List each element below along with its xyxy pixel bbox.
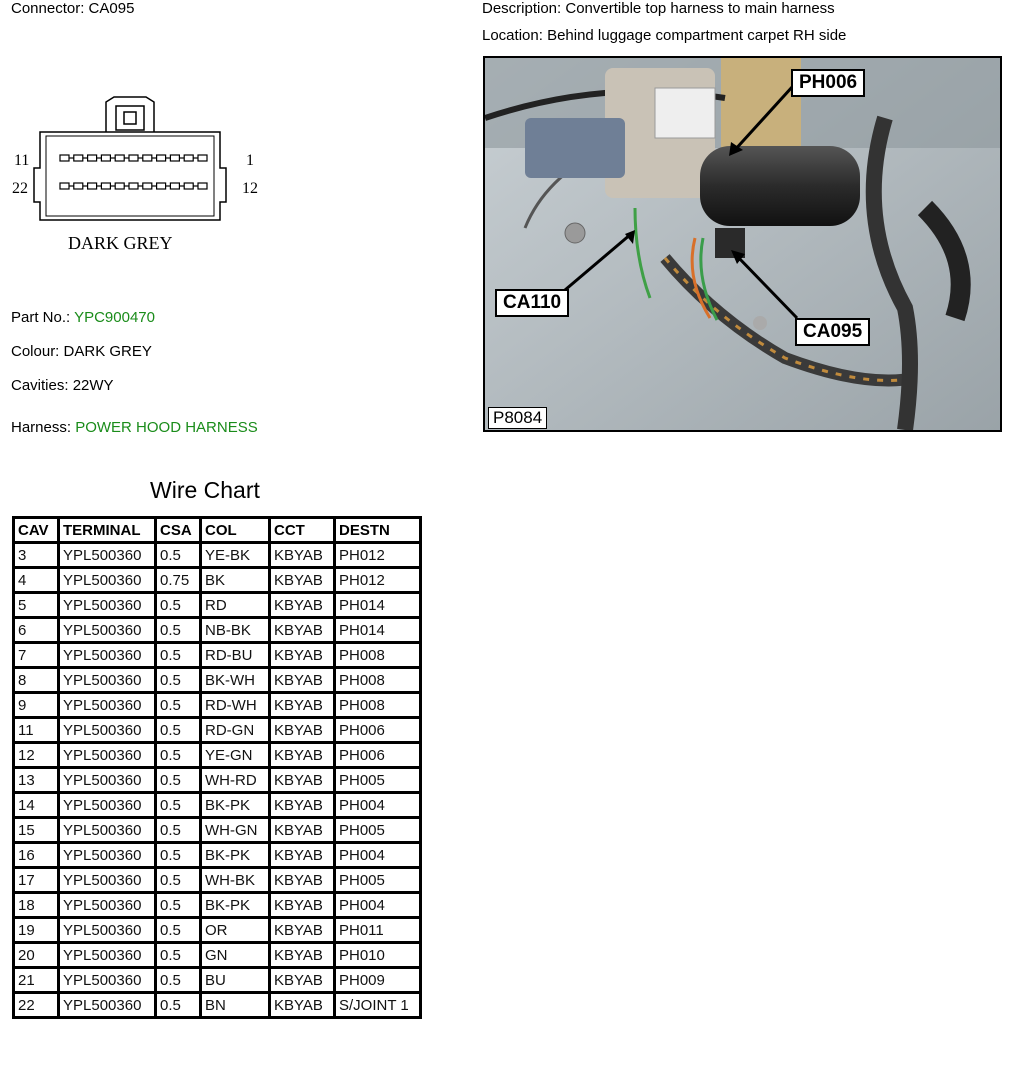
location-photo	[483, 56, 1002, 432]
cell-csa: 0.5	[156, 993, 201, 1018]
cavity-slot	[88, 155, 97, 161]
cell-terminal: YPL500360	[59, 743, 156, 768]
cell-cav: 8	[14, 668, 59, 693]
callout-ph006: PH006	[791, 69, 865, 97]
connector-label: Connector:	[11, 0, 85, 17]
cell-csa: 0.5	[156, 818, 201, 843]
cell-cav: 16	[14, 843, 59, 868]
cell-cct: KBYAB	[270, 668, 335, 693]
cell-col: BK-PK	[201, 843, 270, 868]
cell-terminal: YPL500360	[59, 993, 156, 1018]
header-cct: CCT	[270, 518, 335, 543]
header-destn: DESTN	[335, 518, 421, 543]
cell-cav: 22	[14, 993, 59, 1018]
cell-csa: 0.5	[156, 918, 201, 943]
cell-destn: PH008	[335, 668, 421, 693]
cell-col: BK-WH	[201, 668, 270, 693]
part-no-label: Part No.:	[11, 309, 71, 326]
cell-terminal: YPL500360	[59, 918, 156, 943]
wire-chart-title: Wire Chart	[150, 477, 260, 503]
cell-cct: KBYAB	[270, 893, 335, 918]
cell-col: NB-BK	[201, 618, 270, 643]
cell-col: YE-GN	[201, 743, 270, 768]
table-row	[14, 568, 421, 593]
table-row	[14, 593, 421, 618]
cell-col: WH-GN	[201, 818, 270, 843]
cell-destn: PH012	[335, 568, 421, 593]
table-row	[14, 918, 421, 943]
cell-cct: KBYAB	[270, 968, 335, 993]
cell-col: RD-WH	[201, 693, 270, 718]
table-row	[14, 718, 421, 743]
header-cav: CAV	[14, 518, 59, 543]
cell-csa: 0.5	[156, 893, 201, 918]
cell-cct: KBYAB	[270, 768, 335, 793]
cell-cav: 13	[14, 768, 59, 793]
cell-terminal: YPL500360	[59, 968, 156, 993]
cell-cct: KBYAB	[270, 643, 335, 668]
cell-terminal: YPL500360	[59, 593, 156, 618]
cell-destn: PH004	[335, 843, 421, 868]
cell-destn: PH010	[335, 943, 421, 968]
cavity-slot	[157, 155, 166, 161]
table-row	[14, 818, 421, 843]
cavity-slot	[74, 155, 83, 161]
cell-terminal: YPL500360	[59, 893, 156, 918]
cell-cct: KBYAB	[270, 918, 335, 943]
cavity-slot	[129, 155, 138, 161]
cell-cav: 12	[14, 743, 59, 768]
pin-label-12: 12	[242, 180, 258, 197]
table-row	[14, 793, 421, 818]
cell-col: BK-PK	[201, 793, 270, 818]
cell-cct: KBYAB	[270, 618, 335, 643]
photo-ref: P8084	[488, 407, 547, 429]
part-no-line	[11, 309, 155, 326]
cell-destn: PH006	[335, 743, 421, 768]
cell-terminal: YPL500360	[59, 718, 156, 743]
cell-destn: PH014	[335, 593, 421, 618]
table-row	[14, 843, 421, 868]
cell-terminal: YPL500360	[59, 543, 156, 568]
cell-col: YE-BK	[201, 543, 270, 568]
cell-terminal: YPL500360	[59, 618, 156, 643]
cell-cav: 3	[14, 543, 59, 568]
cavity-slot	[88, 183, 97, 189]
cell-col: RD	[201, 593, 270, 618]
cell-cav: 20	[14, 943, 59, 968]
colour-value: DARK GREY	[63, 343, 152, 360]
cell-terminal: YPL500360	[59, 693, 156, 718]
cell-cct: KBYAB	[270, 993, 335, 1018]
harness-link[interactable]: POWER HOOD HARNESS	[75, 419, 258, 436]
cell-terminal: YPL500360	[59, 668, 156, 693]
cell-csa: 0.5	[156, 543, 201, 568]
cell-terminal: YPL500360	[59, 643, 156, 668]
cell-destn: PH012	[335, 543, 421, 568]
cell-cct: KBYAB	[270, 818, 335, 843]
cell-terminal: YPL500360	[59, 768, 156, 793]
cavity-slot	[115, 155, 124, 161]
cavity-slot	[143, 183, 152, 189]
description-value: Convertible top harness to main harness	[565, 0, 835, 17]
header-csa: CSA	[156, 518, 201, 543]
cell-destn: S/JOINT 1	[335, 993, 421, 1018]
table-row	[14, 893, 421, 918]
cavities-value: 22WY	[72, 377, 114, 394]
table-row	[14, 943, 421, 968]
location-label: Location:	[482, 27, 543, 44]
callout-ca095: CA095	[795, 318, 870, 346]
cell-cav: 11	[14, 718, 59, 743]
cell-destn: PH008	[335, 643, 421, 668]
cell-cav: 15	[14, 818, 59, 843]
cell-cav: 18	[14, 893, 59, 918]
cell-col: OR	[201, 918, 270, 943]
cell-col: RD-BU	[201, 643, 270, 668]
cell-destn: PH005	[335, 868, 421, 893]
cell-destn: PH008	[335, 693, 421, 718]
cell-csa: 0.5	[156, 718, 201, 743]
cell-terminal: YPL500360	[59, 568, 156, 593]
cavity-slot	[74, 183, 83, 189]
cell-col: BK	[201, 568, 270, 593]
harness-label: Harness:	[11, 419, 72, 436]
table-header-row	[14, 518, 421, 543]
cell-cav: 6	[14, 618, 59, 643]
cavity-slot	[60, 155, 69, 161]
cell-col: BN	[201, 993, 270, 1018]
callout-ca110: CA110	[495, 289, 569, 317]
cell-terminal: YPL500360	[59, 868, 156, 893]
cell-destn: PH006	[335, 718, 421, 743]
cell-csa: 0.5	[156, 668, 201, 693]
cavity-slot	[60, 183, 69, 189]
cell-cav: 17	[14, 868, 59, 893]
colour-caption: DARK GREY	[68, 233, 173, 253]
cell-cct: KBYAB	[270, 568, 335, 593]
cell-cct: KBYAB	[270, 543, 335, 568]
cell-csa: 0.5	[156, 643, 201, 668]
cell-csa: 0.5	[156, 618, 201, 643]
cell-col: BK-PK	[201, 893, 270, 918]
connector-face-drawing	[10, 92, 270, 272]
cell-cct: KBYAB	[270, 793, 335, 818]
connector-face-diagram	[10, 92, 270, 272]
cell-destn: PH011	[335, 918, 421, 943]
table-row	[14, 643, 421, 668]
cell-col: RD-GN	[201, 718, 270, 743]
cell-terminal: YPL500360	[59, 843, 156, 868]
cell-csa: 0.5	[156, 868, 201, 893]
cell-csa: 0.5	[156, 768, 201, 793]
cell-csa: 0.75	[156, 568, 201, 593]
cell-cav: 19	[14, 918, 59, 943]
cell-csa: 0.5	[156, 968, 201, 993]
cell-destn: PH009	[335, 968, 421, 993]
location-line	[482, 27, 846, 44]
harness-line	[11, 419, 258, 436]
cell-destn: PH005	[335, 818, 421, 843]
cavity-slot	[143, 155, 152, 161]
table-row	[14, 768, 421, 793]
cell-csa: 0.5	[156, 793, 201, 818]
cell-cct: KBYAB	[270, 718, 335, 743]
wire-chart-table	[12, 516, 422, 1019]
cell-cct: KBYAB	[270, 868, 335, 893]
cavity-slot	[101, 183, 110, 189]
table-row	[14, 668, 421, 693]
cell-destn: PH004	[335, 793, 421, 818]
cavity-slot	[170, 155, 179, 161]
description-label: Description:	[482, 0, 562, 17]
cavity-slot	[198, 183, 207, 189]
header-col: COL	[201, 518, 270, 543]
pin-label-11: 11	[14, 152, 30, 169]
cell-cct: KBYAB	[270, 743, 335, 768]
cavity-slot	[170, 183, 179, 189]
table-row	[14, 618, 421, 643]
connector-line	[11, 0, 134, 17]
cavity-slot	[129, 183, 138, 189]
cell-terminal: YPL500360	[59, 818, 156, 843]
cell-cct: KBYAB	[270, 693, 335, 718]
cavity-slot	[198, 155, 207, 161]
cell-terminal: YPL500360	[59, 943, 156, 968]
cell-destn: PH005	[335, 768, 421, 793]
cavity-slot	[184, 155, 193, 161]
cell-csa: 0.5	[156, 743, 201, 768]
cell-cav: 5	[14, 593, 59, 618]
cell-col: GN	[201, 943, 270, 968]
cavity-slot	[157, 183, 166, 189]
pin-label-1: 1	[246, 152, 254, 169]
table-row	[14, 693, 421, 718]
colour-label: Colour:	[11, 343, 60, 360]
cell-cct: KBYAB	[270, 943, 335, 968]
location-value: Behind luggage compartment carpet RH side	[547, 27, 847, 44]
colour-line	[11, 343, 152, 360]
connector-id: CA095	[88, 0, 135, 17]
cell-col: WH-RD	[201, 768, 270, 793]
cell-csa: 0.5	[156, 693, 201, 718]
cell-col: BU	[201, 968, 270, 993]
cell-cav: 14	[14, 793, 59, 818]
cell-cct: KBYAB	[270, 593, 335, 618]
header-terminal: TERMINAL	[59, 518, 156, 543]
cavity-slot	[101, 155, 110, 161]
cavities-label: Cavities:	[11, 377, 69, 394]
table-row	[14, 993, 421, 1018]
cell-csa: 0.5	[156, 593, 201, 618]
pin-label-22: 22	[12, 180, 28, 197]
cell-cav: 7	[14, 643, 59, 668]
cell-destn: PH014	[335, 618, 421, 643]
part-no-link[interactable]: YPC900470	[74, 309, 155, 326]
cell-cct: KBYAB	[270, 843, 335, 868]
table-row	[14, 743, 421, 768]
table-row	[14, 968, 421, 993]
cell-col: WH-BK	[201, 868, 270, 893]
cell-cav: 4	[14, 568, 59, 593]
cavities-line	[11, 377, 114, 394]
cell-terminal: YPL500360	[59, 793, 156, 818]
table-row	[14, 868, 421, 893]
table-row	[14, 543, 421, 568]
cell-csa: 0.5	[156, 943, 201, 968]
cavity-slot	[184, 183, 193, 189]
cavity-slot	[115, 183, 124, 189]
cell-csa: 0.5	[156, 843, 201, 868]
location-photo-drawing	[485, 58, 1000, 430]
cell-cav: 9	[14, 693, 59, 718]
description-line	[482, 0, 835, 17]
cell-destn: PH004	[335, 893, 421, 918]
cell-cav: 21	[14, 968, 59, 993]
